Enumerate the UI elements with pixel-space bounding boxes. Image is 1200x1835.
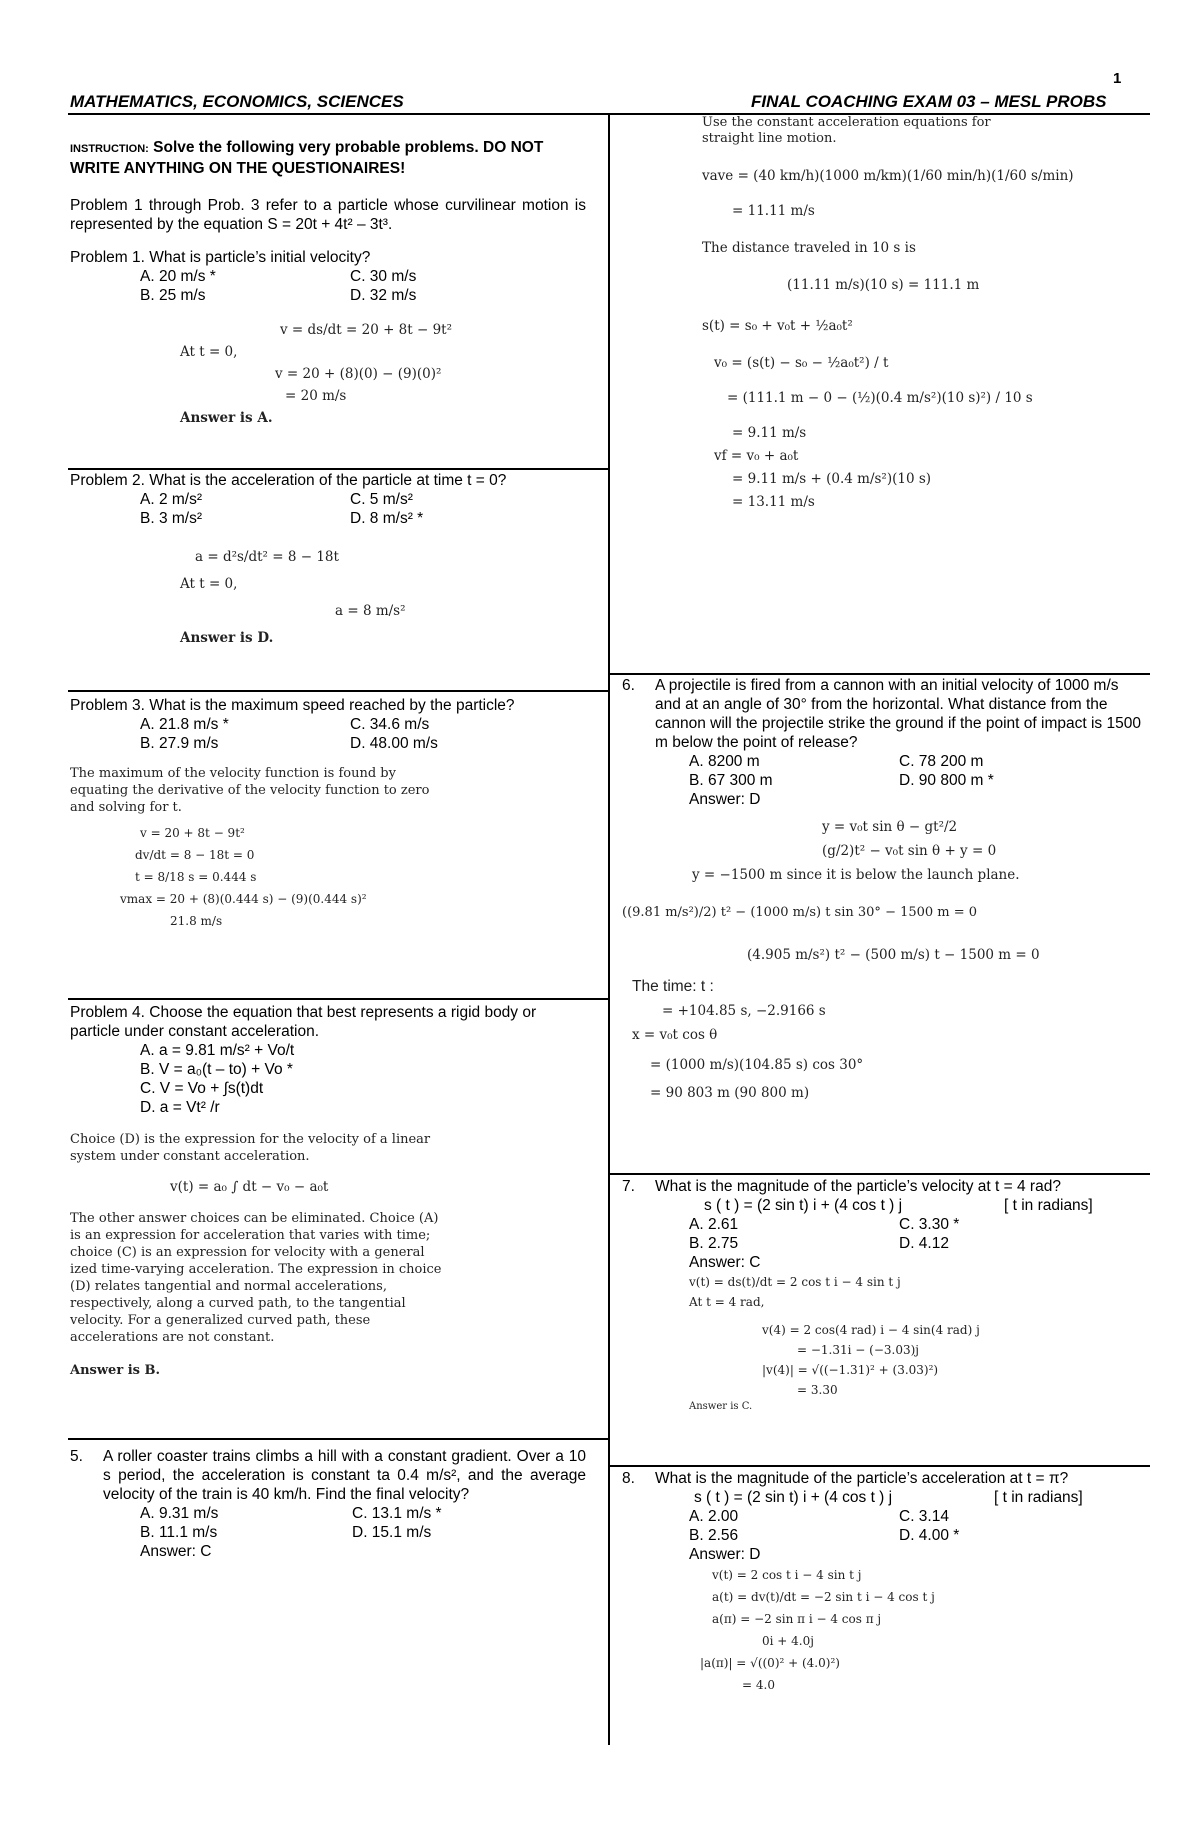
solution-line: v₀ = (s(t) − s₀ − ½a₀t²) / t xyxy=(714,355,889,371)
solution-line: v = ds/dt = 20 + 8t − 9t² xyxy=(280,322,453,338)
solution-line: = 3.30 xyxy=(797,1383,838,1397)
option-a: A. a = 9.81 m/s² + Vo/t xyxy=(140,1042,295,1059)
problem-6-answer: Answer: D xyxy=(689,791,761,808)
solution-line: v = 20 + (8)(0) − (9)(0)² xyxy=(275,366,442,382)
header-exam-title: FINAL COACHING EXAM 03 – MESL PROBS xyxy=(751,92,1107,111)
option-d: D. a = Vt² /r xyxy=(140,1099,220,1116)
solution-line: = 11.11 m/s xyxy=(732,203,815,219)
option-b: B. V = a₀(t – to) + Vo * xyxy=(140,1061,293,1078)
page-number: 1 xyxy=(1113,70,1122,87)
header-subjects: MATHEMATICS, ECONOMICS, SCIENCES xyxy=(70,92,404,111)
solution-line: The distance traveled in 10 s is xyxy=(702,240,916,256)
option-c: C. 5 m/s² xyxy=(350,491,413,508)
problem-6-options-row1 xyxy=(622,752,1142,771)
option-a: A. 8200 m xyxy=(689,753,760,770)
option-d: D. 48.00 m/s xyxy=(350,735,438,752)
problem-4-section xyxy=(70,1003,586,1379)
problem-7-equation: s ( t ) = (2 sin t) i + (4 cos t ) j xyxy=(704,1197,903,1214)
solution-line: 21.8 m/s xyxy=(170,914,223,928)
option-b: B. 2.75 xyxy=(689,1235,739,1252)
problem-5-question: A roller coaster trains climbs a hill with a constant gradient. Over a 10 s period, the acceleration is constant ta 0.4 m/s², and the average velocity of the train is 40 km/h. Find the final velocity? xyxy=(103,1448,586,1503)
problem-4-solution xyxy=(70,1131,450,1379)
option-d: D. 8 m/s² * xyxy=(350,510,424,527)
solution-line: dv/dt = 8 − 18t = 0 xyxy=(135,848,255,862)
option-c: C. 34.6 m/s xyxy=(350,716,430,733)
problem-2-options-row2 xyxy=(70,509,586,528)
solution-line: = (1000 m/s)(104.85 s) cos 30° xyxy=(650,1057,864,1073)
problem-3-question: Problem 3. What is the maximum speed reached by the particle? xyxy=(70,697,515,714)
solution-line: vmax = 20 + (8)(0.444 s) − (9)(0.444 s)² xyxy=(120,892,367,906)
option-b: B. 67 300 m xyxy=(689,772,773,789)
solution-line: y = v₀t sin θ − gt²/2 xyxy=(822,819,958,835)
problem-5-number: 5. xyxy=(70,1448,83,1465)
problem-1-options-row1 xyxy=(70,267,586,286)
problem-5-section xyxy=(70,1447,586,1561)
problem-1-question: Problem 1. What is particle’s initial velocity? xyxy=(70,249,371,266)
left-column xyxy=(70,138,586,429)
solution-line: v = 20 + 8t − 9t² xyxy=(140,826,245,840)
section-divider xyxy=(610,673,1150,675)
option-a: A. 20 m/s * xyxy=(140,268,216,285)
section-divider xyxy=(610,1465,1150,1467)
option-b: B. 27.9 m/s xyxy=(140,735,219,752)
option-c: C. 13.1 m/s * xyxy=(352,1505,442,1522)
solution-line: a(π) = −2 sin π i − 4 cos π j xyxy=(712,1612,882,1626)
section-divider xyxy=(68,690,608,692)
problem-8-section xyxy=(622,1469,1142,1696)
section-divider xyxy=(68,1438,608,1440)
option-b: B. 3 m/s² xyxy=(140,510,203,527)
problem-3-options-row2 xyxy=(70,734,586,753)
problem-1-solution xyxy=(70,319,586,429)
solution-text: The maximum of the velocity function is found by equating the derivative of the velocity function to zero and solving for t. xyxy=(70,766,430,815)
problem-7-note: [ t in radians] xyxy=(1004,1197,1093,1214)
problem-8-equation: s ( t ) = (2 sin t) i + (4 cos t ) j xyxy=(694,1489,893,1506)
solution-line: At t = 0, xyxy=(180,576,238,592)
option-c: C. 78 200 m xyxy=(899,753,984,770)
problem-7-section xyxy=(622,1177,1142,1414)
section-divider xyxy=(68,468,608,470)
solution-line: v(t) = ds(t)/dt = 2 cos t i − 4 sin t j xyxy=(689,1275,901,1289)
option-c: C. 30 m/s xyxy=(350,268,417,285)
solution-line: |a(π)| = √((0)² + (4.0)²) xyxy=(700,1656,840,1670)
problem-5-options-row1 xyxy=(70,1504,586,1523)
solution-line: t = 8/18 s = 0.444 s xyxy=(135,870,257,884)
solution-line: vave = (40 km/h)(1000 m/km)(1/60 min/h)(1/60 s/min) xyxy=(702,168,1074,184)
solution-line: a = d²s/dt² = 8 − 18t xyxy=(195,549,339,565)
option-a: A. 9.31 m/s xyxy=(140,1505,219,1522)
problem-6-number: 6. xyxy=(622,677,635,694)
problem-2-solution xyxy=(70,544,586,652)
option-a: A. 2.00 xyxy=(689,1508,739,1525)
option-d: D. 90 800 m * xyxy=(899,772,994,789)
solution-line: = 20 m/s xyxy=(285,388,347,404)
solution-line: s(t) = s₀ + v₀t + ½a₀t² xyxy=(702,318,853,334)
option-c: C. 3.14 xyxy=(899,1508,949,1525)
instruction xyxy=(70,138,586,178)
problem-5-options-row2 xyxy=(70,1523,586,1542)
section-divider xyxy=(68,998,608,1000)
option-c: C. 3.30 * xyxy=(899,1216,960,1233)
problem-3-options-row1 xyxy=(70,715,586,734)
problem-6-section xyxy=(622,676,1142,1105)
solution-line: = 9.11 m/s xyxy=(732,425,807,441)
problem-7-options-row1 xyxy=(622,1215,1142,1234)
problem-8-answer: Answer: D xyxy=(689,1546,761,1563)
solution-line: x = v₀t cos θ xyxy=(632,1027,718,1043)
option-a: A. 2 m/s² xyxy=(140,491,203,508)
solution-line: a = 8 m/s² xyxy=(335,603,406,619)
solution-line: = −1.31i − (−3.03)j xyxy=(797,1343,920,1357)
solution-line: v(t) = 2 cos t i − 4 sin t j xyxy=(712,1568,862,1582)
problem-6-options-row2 xyxy=(622,771,1142,790)
solution-line: = 90 803 m (90 800 m) xyxy=(650,1085,810,1101)
solution-text: The other answer choices can be eliminated. Choice (A) is an expression for acceleration that varies with time; choice (C) is an expression for velocity with a general ized time-varying acceleration. The expression in choice (D) relates tangential and normal accelerations, respectively, along a curved path, to the tangential velocity. For a generalized curved path, these accelerations are not constant. xyxy=(70,1211,442,1345)
option-b: B. 25 m/s xyxy=(140,287,206,304)
problem-8-options-row2 xyxy=(622,1526,1142,1545)
problem-7-number: 7. xyxy=(622,1178,635,1195)
solution-line: ((9.81 m/s²)/2) t² − (1000 m/s) t sin 30° − 1500 m = 0 xyxy=(622,905,978,920)
solution-line: v(t) = a₀ ∫ dt − v₀ − a₀t xyxy=(170,1179,329,1195)
problem-5-solution xyxy=(622,115,1142,514)
problem-2-section xyxy=(70,471,586,652)
solution-line: = 4.0 xyxy=(742,1678,775,1692)
option-d: D. 4.00 * xyxy=(899,1527,960,1544)
problem-7-options-row2 xyxy=(622,1234,1142,1253)
problem-8-options-row1 xyxy=(622,1507,1142,1526)
solution-line: Answer is C. xyxy=(689,1401,753,1412)
problem-7-answer: Answer: C xyxy=(689,1254,761,1271)
solution-line: v(4) = 2 cos(4 rad) i − 4 sin(4 rad) j xyxy=(762,1323,980,1337)
solution-answer: Answer is A. xyxy=(180,410,273,426)
solution-line: vf = v₀ + a₀t xyxy=(714,448,799,464)
solution-line: |v(4)| = √((−1.31)² + (3.03)²) xyxy=(762,1363,939,1377)
option-a: A. 2.61 xyxy=(689,1216,739,1233)
problem-2-options-row1 xyxy=(70,490,586,509)
solution-line: At t = 4 rad, xyxy=(689,1295,765,1309)
intro-text: Problem 1 through Prob. 3 refer to a particle whose curvilinear motion is represented by the equation S = 20t + 4t² – 3t³. xyxy=(70,197,586,233)
solution-line: At t = 0, xyxy=(180,344,238,360)
option-d: D. 4.12 xyxy=(899,1235,949,1252)
solution-answer: Answer is B. xyxy=(70,1363,160,1378)
solution-line: a(t) = dv(t)/dt = −2 sin t i − 4 cos t j xyxy=(712,1590,935,1604)
solution-answer: Answer is D. xyxy=(180,630,274,646)
problem-8-number: 8. xyxy=(622,1470,635,1487)
problem-3-section xyxy=(70,696,586,932)
problem-5-answer: Answer: C xyxy=(140,1543,212,1560)
problem-1-options-row2 xyxy=(70,286,586,305)
option-a: A. 21.8 m/s * xyxy=(140,716,229,733)
problem-4-question: Problem 4. Choose the equation that best represents a rigid body or particle under constant acceleration. xyxy=(70,1004,537,1040)
option-d: D. 15.1 m/s xyxy=(352,1524,432,1541)
option-b: B. 11.1 m/s xyxy=(140,1524,218,1541)
solution-line: = 9.11 m/s + (0.4 m/s²)(10 s) xyxy=(732,471,932,487)
section-divider xyxy=(610,1173,1150,1175)
problem-3-solution xyxy=(70,765,430,932)
solution-line: (g/2)t² − v₀t sin θ + y = 0 xyxy=(822,843,997,859)
solution-line: The time: t : xyxy=(632,978,714,995)
solution-line: y = −1500 m since it is below the launch plane. xyxy=(692,867,1020,883)
solution-text: Choice (D) is the expression for the velocity of a linear system under constant acceleration. xyxy=(70,1132,431,1164)
solution-line: = 13.11 m/s xyxy=(732,494,815,510)
instruction-text: Solve the following very probable problems. DO NOT WRITE ANYTHING ON THE QUESTIONAIRES! xyxy=(70,139,544,177)
solution-line: (4.905 m/s²) t² − (500 m/s) t − 1500 m = 0 xyxy=(747,947,1040,963)
problem-7-question: What is the magnitude of the particle’s velocity at t = 4 rad? xyxy=(655,1178,1061,1195)
problem-8-question: What is the magnitude of the particle’s acceleration at t = π? xyxy=(655,1470,1069,1487)
solution-line: = +104.85 s, −2.9166 s xyxy=(662,1003,826,1019)
instruction-label: INSTRUCTION: xyxy=(70,143,149,155)
option-c: C. V = Vo + ∫s(t)dt xyxy=(140,1080,264,1097)
solution-text: Use the constant acceleration equations for straight line motion. xyxy=(702,115,991,146)
solution-line: = (111.1 m − 0 − (½)(0.4 m/s²)(10 s)²) / 10 s xyxy=(727,390,1033,406)
option-b: B. 2.56 xyxy=(689,1527,739,1544)
problem-8-note: [ t in radians] xyxy=(994,1489,1083,1506)
problem-2-question: Problem 2. What is the acceleration of the particle at time t = 0? xyxy=(70,472,507,489)
option-d: D. 32 m/s xyxy=(350,287,417,304)
solution-line: 0i + 4.0j xyxy=(762,1634,814,1648)
column-divider xyxy=(608,115,610,1745)
problem-6-question: A projectile is fired from a cannon with an initial velocity of 1000 m/s and at an angle of 30° from the horizontal. What distance from the cannon will the projectile strike the ground if the point of impact is 1500 m below the point of release? xyxy=(655,677,1141,751)
solution-line: (11.11 m/s)(10 s) = 111.1 m xyxy=(787,277,980,293)
